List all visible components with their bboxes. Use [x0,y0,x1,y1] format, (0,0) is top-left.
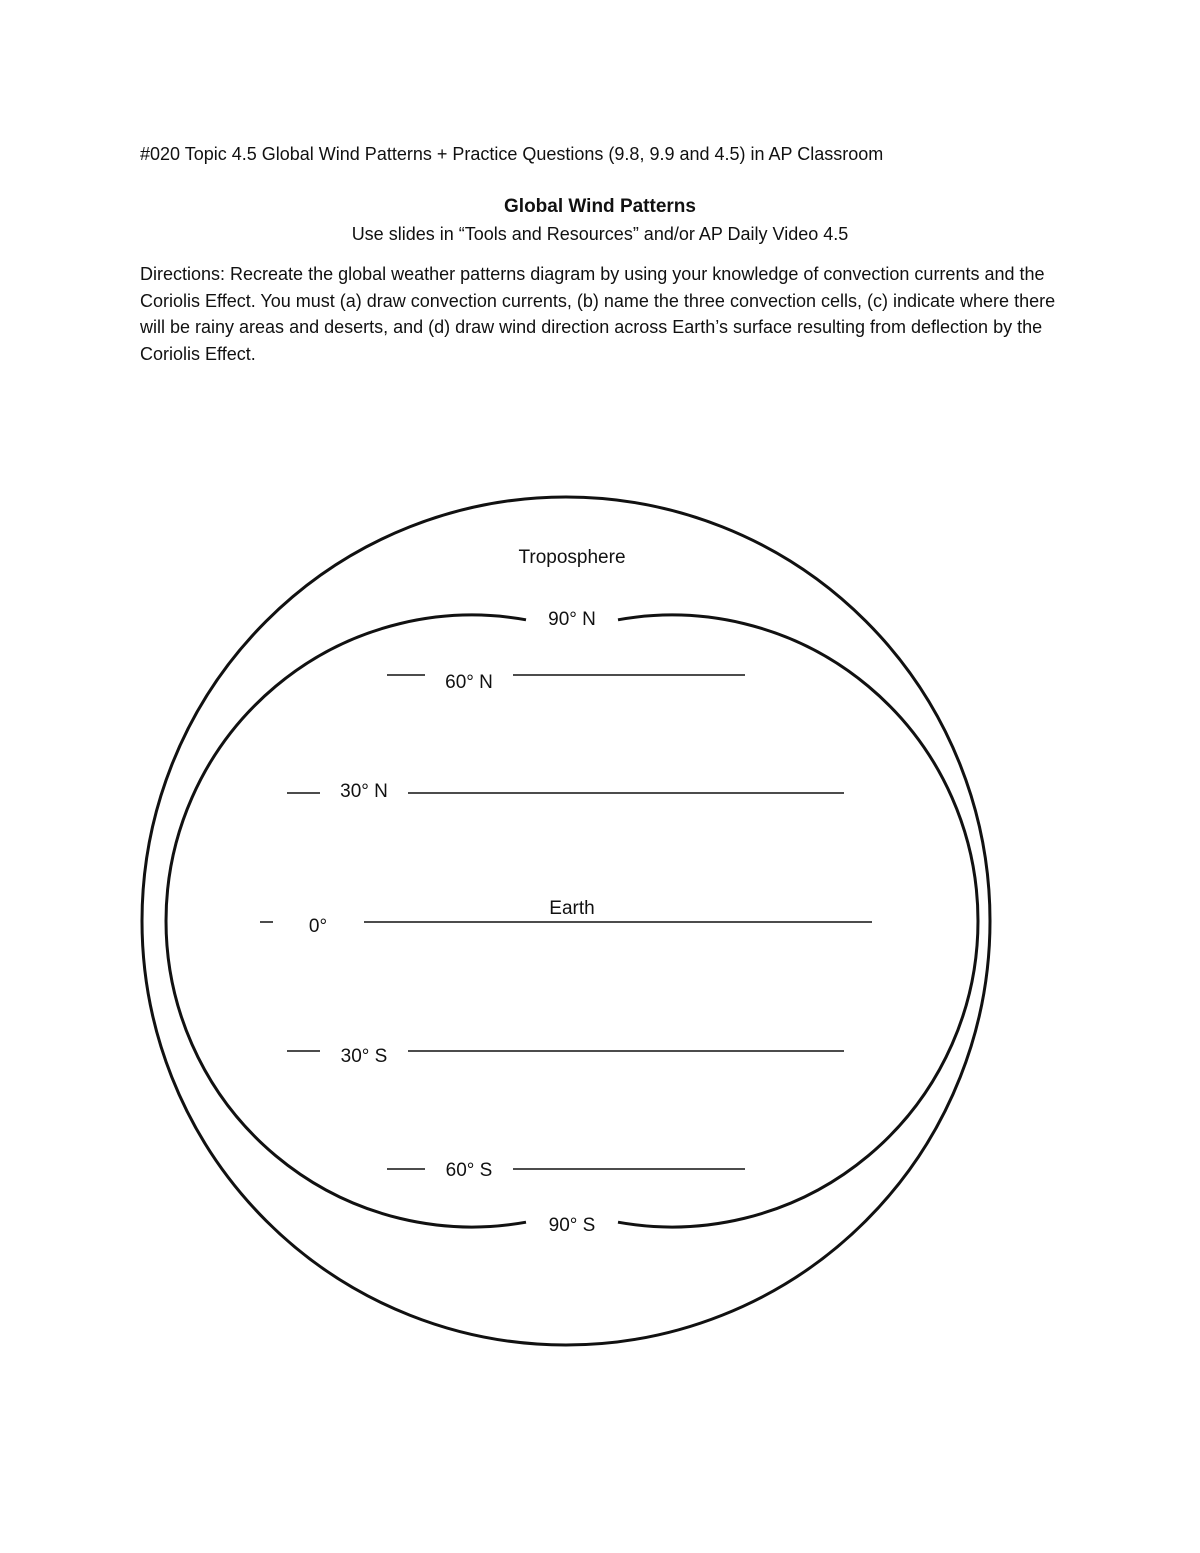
page-title: Global Wind Patterns [504,196,696,217]
page-subtitle: Use slides in “Tools and Resources” and/or AP Daily Video 4.5 [351,224,849,244]
lat-90n-label: 90° N [548,609,596,630]
lat-30n-label: 30° N [340,781,388,802]
assignment-heading: #020 Topic 4.5 Global Wind Patterns + Practice Questions (9.8, 9.9 and 4.5) in AP Classroom [140,144,884,164]
latitude-lines [260,675,872,1169]
lat-30s-label: 30° S [340,1046,388,1067]
lat-90s-label: 90° S [548,1215,596,1236]
lat-60n-label: 60° N [445,672,493,693]
earth-label: Earth [549,898,595,919]
troposphere-label: Troposphere [518,547,626,568]
lat-60s-label: 60° S [445,1160,493,1181]
earth-circle [166,615,978,1227]
directions-text: Directions: Recreate the global weather patterns diagram by using your knowledge of convection currents and the Coriolis Effect. You must (a) draw convection currents, (b) name the three convection cells, (c) indicate where there will be rainy areas and deserts, and (d) draw wind direction across Earth’s surface resulting from deflection by the Coriolis Effect. [140,264,1056,364]
lat-eq-label: 0° [308,916,328,937]
